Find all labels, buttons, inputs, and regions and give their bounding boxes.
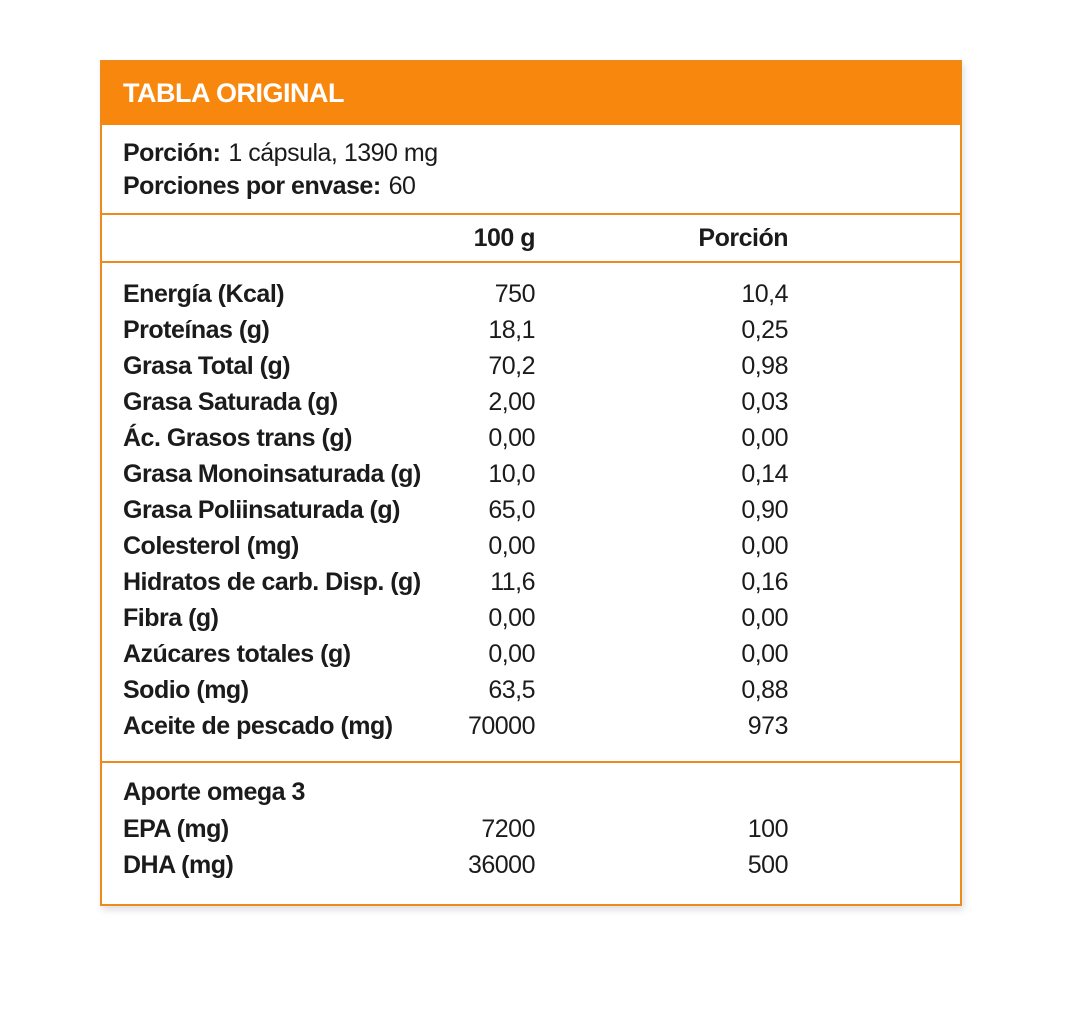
row-value-portion: 0,00 <box>741 603 788 632</box>
row-label: Energía (Kcal) <box>123 279 285 308</box>
row-label: Proteínas (g) <box>123 315 270 344</box>
row-value-per-100g: 2,00 <box>488 387 535 416</box>
row-value-per-100g: 11,6 <box>490 567 535 596</box>
table-row <box>102 600 960 636</box>
row-value-per-100g: 36000 <box>467 850 535 879</box>
row-value-per-100g: 0,00 <box>488 639 535 668</box>
row-label: Grasa Monoinsaturada (g) <box>123 459 421 488</box>
serving-size-label: Porción: <box>123 139 221 167</box>
row-value-per-100g: 70000 <box>467 711 535 740</box>
row-value-per-100g: 0,00 <box>488 603 535 632</box>
row-value-portion: 0,16 <box>741 567 788 596</box>
omega3-section <box>102 763 960 883</box>
serving-info <box>102 125 960 213</box>
row-value-portion: 973 <box>747 711 788 740</box>
table-row <box>102 348 960 384</box>
row-value-per-100g: 63,5 <box>488 675 535 704</box>
row-value-portion: 10,4 <box>741 279 788 308</box>
table-row <box>102 672 960 708</box>
row-label: Grasa Poliinsaturada (g) <box>123 495 400 524</box>
row-label: Fibra (g) <box>123 603 219 632</box>
row-label: Hidratos de carb. Disp. (g) <box>123 567 421 596</box>
column-header-portion: Porción <box>698 223 788 252</box>
column-header-row <box>102 215 960 261</box>
row-label: Grasa Saturada (g) <box>123 387 338 416</box>
table-row <box>102 811 960 847</box>
table-row <box>102 492 960 528</box>
table-row <box>102 847 960 883</box>
table-title: TABLA ORIGINAL <box>123 78 344 108</box>
table-row <box>102 312 960 348</box>
row-value-per-100g: 65,0 <box>488 495 535 524</box>
omega3-rows <box>102 811 960 883</box>
row-value-portion: 0,90 <box>741 495 788 524</box>
row-value-portion: 0,00 <box>741 531 788 560</box>
table-row <box>102 636 960 672</box>
row-value-portion: 0,00 <box>741 639 788 668</box>
row-label: Colesterol (mg) <box>123 531 299 560</box>
table-row <box>102 420 960 456</box>
serving-size-value: 1 cápsula, 1390 mg <box>228 139 438 167</box>
table-row <box>102 708 960 744</box>
row-label: DHA (mg) <box>123 850 234 879</box>
table-row <box>102 384 960 420</box>
row-value-portion: 0,03 <box>741 387 788 416</box>
row-value-portion: 0,25 <box>741 315 788 344</box>
row-label: Ác. Grasos trans (g) <box>123 423 352 452</box>
row-label: Grasa Total (g) <box>123 351 291 380</box>
row-value-per-100g: 750 <box>494 279 535 308</box>
table-title-bar <box>102 62 960 125</box>
row-value-portion: 0,00 <box>741 423 788 452</box>
column-header-per-100g: 100 g <box>473 223 535 252</box>
row-value-portion: 0,14 <box>741 459 788 488</box>
row-label: Sodio (mg) <box>123 675 249 704</box>
table-row <box>102 528 960 564</box>
servings-per-container-value: 60 <box>388 172 416 200</box>
row-value-portion: 0,88 <box>741 675 788 704</box>
nutrition-facts-table <box>100 60 962 906</box>
omega3-heading-row <box>102 774 960 811</box>
servings-per-container-line <box>123 170 960 203</box>
omega3-heading: Aporte omega 3 <box>123 778 305 806</box>
row-value-portion: 500 <box>747 850 788 879</box>
servings-per-container-label: Porciones por envase: <box>123 172 381 200</box>
serving-size-line <box>123 137 960 170</box>
nutrient-rows <box>102 263 960 761</box>
row-value-per-100g: 0,00 <box>488 423 535 452</box>
table-row <box>102 456 960 492</box>
row-value-per-100g: 7200 <box>481 814 535 843</box>
row-value-per-100g: 70,2 <box>488 351 535 380</box>
row-value-portion: 100 <box>747 814 788 843</box>
row-value-portion: 0,98 <box>741 351 788 380</box>
row-value-per-100g: 0,00 <box>488 531 535 560</box>
row-value-per-100g: 10,0 <box>488 459 535 488</box>
row-label: Aceite de pescado (mg) <box>123 711 393 740</box>
row-value-per-100g: 18,1 <box>488 315 535 344</box>
table-row <box>102 276 960 312</box>
table-row <box>102 564 960 600</box>
row-label: EPA (mg) <box>123 814 229 843</box>
row-label: Azúcares totales (g) <box>123 639 351 668</box>
